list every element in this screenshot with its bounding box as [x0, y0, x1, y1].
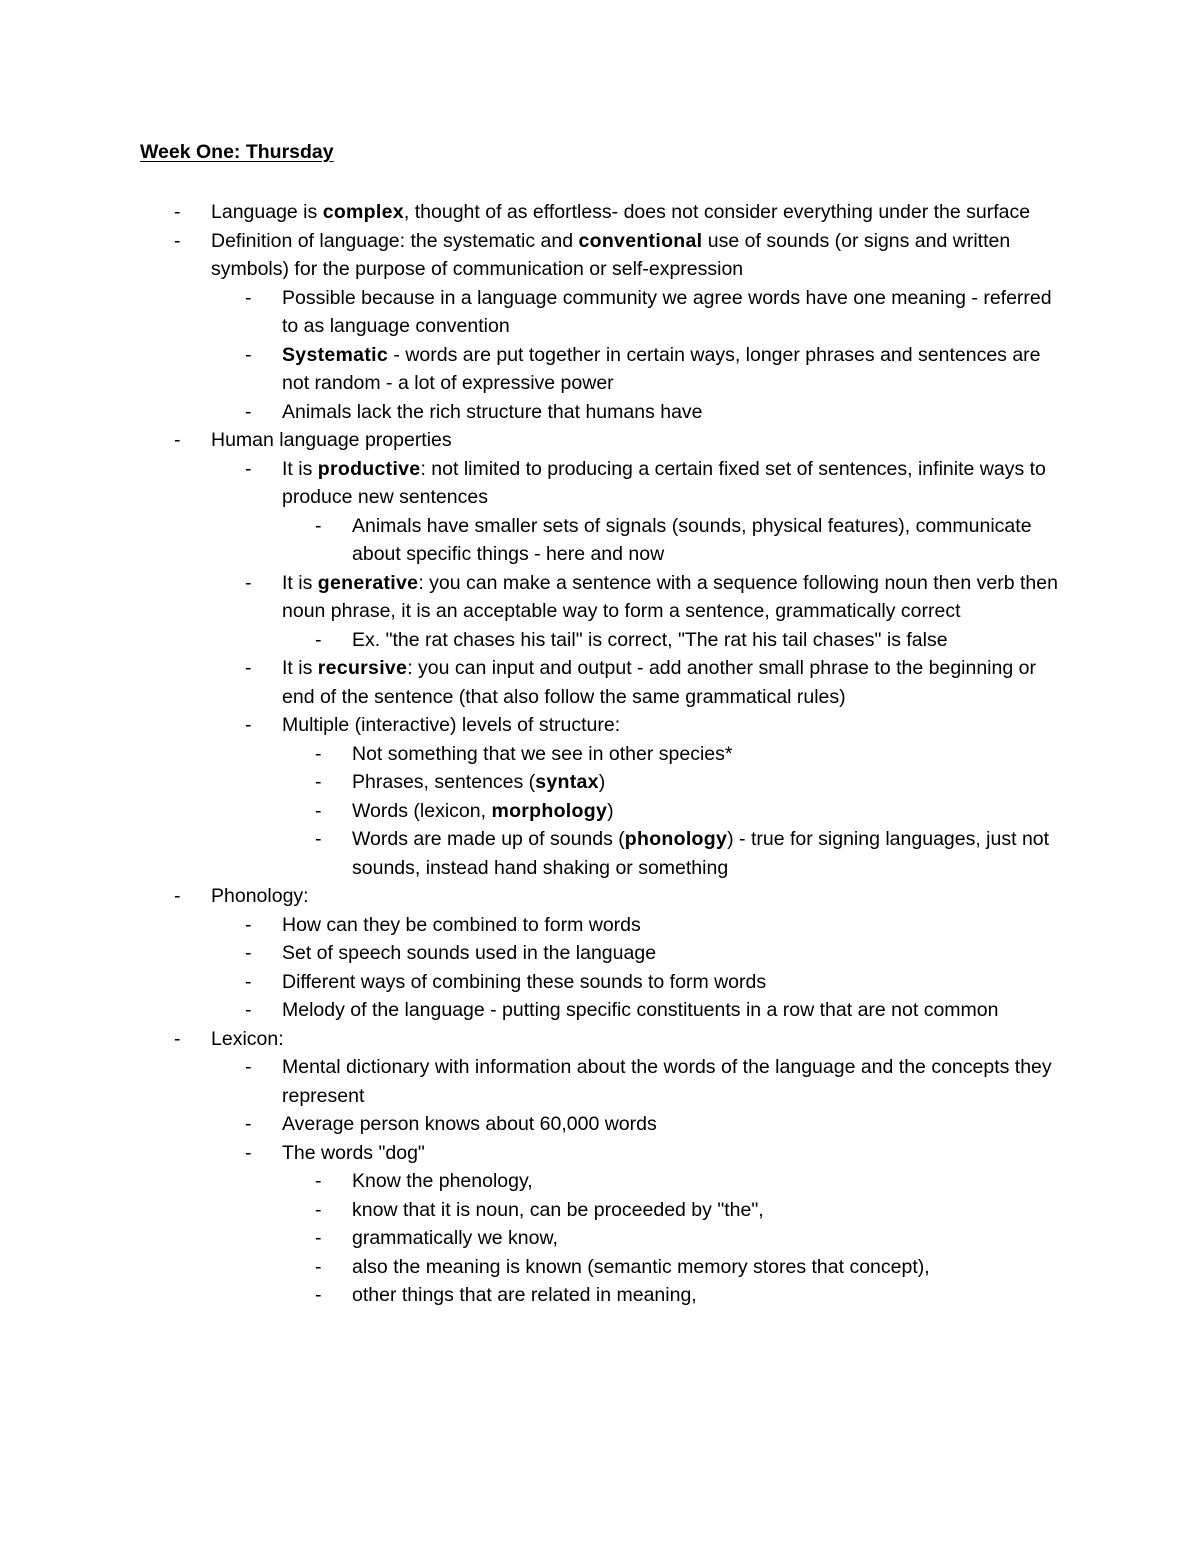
list-item-level-2: [0, 711, 1072, 740]
bullet-dash: -: [245, 457, 252, 480]
text-run: Words are made up of sounds (: [352, 828, 625, 850]
list-item-text: [282, 657, 1036, 708]
list-item-text: [282, 1056, 1052, 1107]
list-item-level-3: [0, 1253, 1072, 1282]
list-item-level-2: [0, 939, 1072, 968]
list-item-text: [282, 1113, 657, 1135]
bullet-dash: -: [245, 400, 252, 423]
list-item-text: [282, 572, 1058, 623]
text-run: ): [598, 771, 606, 793]
bullet-dash: -: [174, 1027, 181, 1050]
list-item-text: [282, 401, 703, 423]
bullet-dash: -: [315, 828, 322, 850]
bullet-dash: -: [245, 1113, 252, 1135]
bullet-dash: -: [245, 714, 252, 736]
list-item-text: [211, 885, 309, 907]
list-item-text: [282, 942, 656, 964]
text-run: Different ways of combining these sounds to form words: [282, 970, 767, 993]
text-run: Possible because in a language community we agree words have one meaning - referred to as language convention: [282, 286, 1052, 337]
text-run: also the meaning is known (semantic memory stores that concept),: [352, 1255, 930, 1278]
list-item-text: [352, 828, 1049, 879]
bold-term: complex: [322, 201, 404, 223]
bullet-dash: -: [315, 1284, 322, 1306]
bullet-dash: -: [245, 999, 252, 1021]
list-item-level-2: [0, 569, 1072, 626]
list-item-text: [352, 1170, 533, 1192]
list-item-text: [211, 201, 1030, 223]
bold-term: conventional: [578, 229, 703, 252]
text-run: Language is: [211, 201, 323, 223]
text-run: Set of speech sounds used in the language: [282, 942, 657, 964]
bullet-dash: -: [245, 1056, 252, 1078]
text-run: Phonology:: [211, 885, 309, 907]
list-item-text: [282, 714, 620, 736]
list-item-level-2: [0, 996, 1072, 1025]
list-item-text: [211, 230, 1010, 281]
text-run: grammatically we know,: [352, 1227, 558, 1249]
list-item-text: [211, 429, 452, 451]
list-item-level-3: [0, 1196, 1072, 1225]
list-item-text: [352, 1256, 930, 1278]
bullet-dash: -: [174, 201, 181, 223]
list-item-level-3: [0, 1224, 1072, 1253]
list-item-level-2: [0, 455, 1072, 512]
list-item-level-2: [0, 1110, 1072, 1139]
list-item-text: [352, 1199, 764, 1221]
text-run: Animals have smaller sets of signals (sounds, physical features), communicate about specific things - here and now: [352, 514, 1032, 565]
list-item-text: [352, 771, 605, 793]
list-item-level-1: [0, 426, 1081, 455]
text-run: Ex. "the rat chases his tail" is correct, "The rat his tail chases" is false: [352, 628, 948, 651]
list-item-text: [352, 629, 948, 651]
list-item-level-2: [0, 398, 1072, 427]
bold-term: recursive: [317, 657, 408, 679]
list-item-text: [282, 914, 641, 936]
bullet-dash: -: [245, 286, 252, 309]
list-item-level-3: [0, 1167, 1072, 1196]
list-item-level-1: [0, 1025, 1081, 1054]
bold-term: Systematic: [282, 343, 388, 366]
bullet-dash: -: [245, 913, 252, 936]
list-item-level-2: [0, 1139, 1072, 1168]
text-run: use of sounds (or signs and written symbols) for the purpose of communication or self-expression: [211, 229, 1011, 280]
text-run: Multiple (interactive) levels of structure:: [282, 714, 621, 736]
bullet-dash: -: [245, 942, 252, 964]
text-run: Not something that we see in other species*: [352, 742, 733, 765]
text-run: How can they be combined to form words: [282, 913, 641, 936]
text-run: know that it is noun, can be proceeded by "the",: [352, 1198, 764, 1221]
list-item-level-1: [0, 198, 1081, 227]
text-run: : not limited to producing a certain fixed set of sentences, infinite ways to produce new sentences: [282, 457, 1046, 508]
bold-term: phonology: [624, 828, 728, 850]
bullet-dash: -: [245, 970, 252, 993]
list-item-text: [352, 1227, 558, 1249]
bullet-dash: -: [315, 1198, 322, 1221]
bullet-dash: -: [315, 1255, 322, 1278]
text-run: It is: [282, 657, 318, 679]
bullet-list: [0, 198, 1200, 1310]
list-item-level-1: [0, 227, 1081, 284]
bullet-dash: -: [245, 343, 252, 366]
list-item-text: [211, 1028, 284, 1050]
bullet-dash: -: [245, 571, 252, 594]
text-run: : you can input and output - add another small phrase to the beginning or end of the sentence (that also follow the same grammatical rules): [282, 657, 1036, 708]
text-run: The words "dog": [282, 1141, 425, 1164]
text-run: Words (lexicon,: [352, 799, 492, 822]
list-item-text: [282, 458, 1046, 509]
list-item-text: [282, 999, 998, 1021]
list-item-text: [352, 515, 1032, 566]
list-item-text: [352, 743, 732, 765]
page-title: Week One: Thursday: [140, 141, 334, 163]
list-item-level-3: [0, 1281, 1072, 1310]
bullet-dash: -: [315, 771, 322, 793]
text-run: ) - true for signing languages, just not sounds, instead hand shaking or something: [352, 828, 1050, 879]
list-item-level-2: [0, 284, 1072, 341]
list-item-level-2: [0, 968, 1072, 997]
list-item-level-3: [0, 626, 1072, 655]
text-run: other things that are related in meaning,: [352, 1284, 697, 1306]
bullet-dash: -: [174, 885, 181, 907]
bold-term: generative: [317, 571, 419, 594]
list-item-level-3: [0, 768, 1072, 797]
list-item-level-1: [0, 882, 1081, 911]
list-item-text: [282, 344, 1041, 395]
bullet-dash: -: [315, 514, 322, 537]
text-run: Definition of language: the systematic and: [211, 229, 579, 252]
text-run: Average person knows about 60,000 words: [282, 1113, 657, 1135]
list-item-level-2: [0, 1053, 1072, 1110]
list-item-level-2: [0, 654, 1072, 711]
text-run: Phrases, sentences (: [352, 771, 536, 793]
bullet-dash: -: [315, 628, 322, 651]
list-item-text: [352, 800, 614, 822]
text-run: It is: [282, 571, 318, 594]
bullet-dash: -: [174, 229, 181, 252]
list-item-level-3: [0, 797, 1072, 826]
list-item-level-3: [0, 512, 1072, 569]
bullet-dash: -: [315, 799, 322, 822]
bullet-dash: -: [315, 1227, 322, 1249]
text-run: ): [607, 799, 614, 822]
text-run: Animals lack the rich structure that humans have: [282, 400, 703, 423]
notes-list: [0, 198, 1200, 1310]
bullet-dash: -: [245, 1141, 252, 1164]
bullet-dash: -: [315, 742, 322, 765]
list-item-level-3: [0, 740, 1072, 769]
list-item-text: [282, 1142, 425, 1164]
list-item-level-2: [0, 341, 1072, 398]
text-run: Lexicon:: [211, 1027, 284, 1050]
bullet-dash: -: [315, 1170, 322, 1192]
list-item-text: [282, 287, 1052, 338]
list-item-text: [282, 971, 766, 993]
text-run: It is: [282, 457, 318, 480]
bullet-dash: -: [174, 429, 181, 451]
text-run: Know the phenology,: [352, 1170, 533, 1192]
text-run: Melody of the language - putting specific constituents in a row that are not common: [282, 999, 999, 1021]
text-run: - words are put together in certain ways, longer phrases and sentences are not random - a lot of expressive power: [282, 343, 1041, 394]
bold-term: syntax: [535, 771, 599, 793]
bold-term: productive: [317, 457, 421, 480]
list-item-text: [352, 1284, 697, 1306]
text-run: , thought of as effortless- does not consider everything under the surface: [403, 201, 1031, 223]
text-run: : you can make a sentence with a sequence following noun then verb then noun phrase, it is an acceptable way to form a sentence, grammatically correct: [282, 571, 1058, 622]
bullet-dash: -: [245, 657, 252, 679]
bold-term: morphology: [491, 799, 608, 822]
list-item-level-2: [0, 911, 1072, 940]
list-item-level-3: [0, 825, 1072, 882]
text-run: Human language properties: [211, 429, 452, 451]
text-run: Mental dictionary with information about the words of the language and the concepts they represent: [282, 1056, 1052, 1107]
